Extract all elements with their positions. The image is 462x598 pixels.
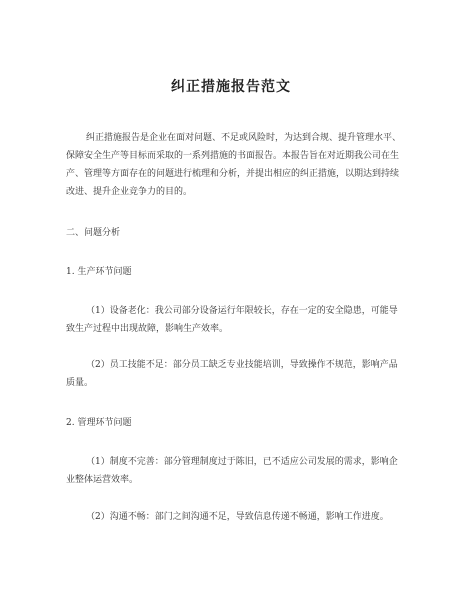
subsection-heading-production: 1. 生产环节问题	[66, 267, 132, 277]
list-item: （2）沟通不畅：部门之间沟通不足，导致信息传递不畅通，影响工作进度。	[86, 512, 389, 522]
intro-paragraph: 纠正措施报告是企业在面对问题、不足或风险时，为达到合规、提升管理水平、保障安全生产等目标而采取的一系列措施的书面报告。本报告旨在对近期我公司在生产、管理等方面存在的问题进行梳理和分析，并提出相应的纠正措施，以期达到持续改进、提升企业竞争力的目的。	[66, 133, 402, 197]
list-item: （2）员工技能不足：部分员工缺乏专业技能培训，导致操作不规范，影响产品质量。	[66, 360, 398, 388]
document-title: 纠正措施报告范文	[171, 79, 291, 95]
subsection-heading-management: 2. 管理环节问题	[66, 418, 132, 428]
section-heading: 二、问题分析	[66, 228, 121, 238]
list-item: （1）设备老化：我公司部分设备运行年限较长，存在一定的安全隐患，可能导致生产过程中出现故障，影响生产效率。	[66, 306, 398, 334]
list-item: （1）制度不完善：部分管理制度过于陈旧，已不适应公司发展的需求，影响企业整体运营效率。	[66, 457, 398, 485]
